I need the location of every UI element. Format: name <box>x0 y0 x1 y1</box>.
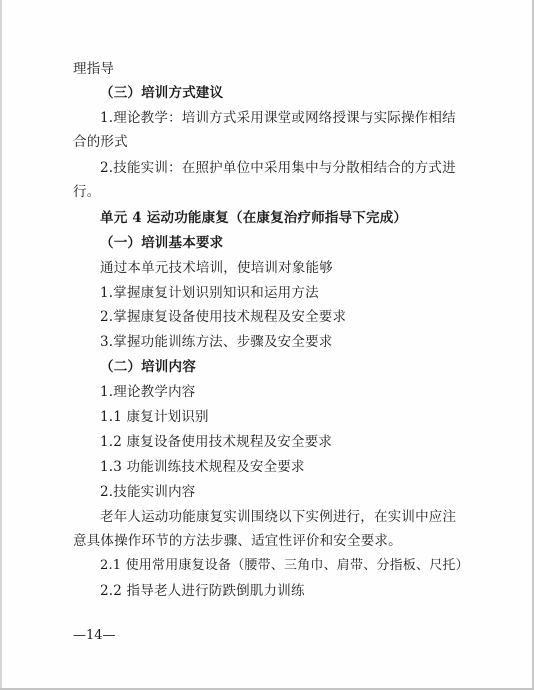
text-line: 2.掌握康复设备使用技术规程及安全要求 <box>100 309 347 325</box>
text-line: 1.1 康复计划识别 <box>100 409 209 425</box>
text-line: 2.1 使用常用康复设备（腰带、三角巾、肩带、分指板、尺托） <box>100 558 469 573</box>
section-heading: （二）培训内容 <box>100 359 196 375</box>
text-line: 1.3 功能训练技术规程及安全要求 <box>100 459 305 475</box>
text-line: 2.技能实训：在照护单位中采用集中与分散相结合的方式进 <box>100 160 456 176</box>
page-left-edge <box>0 0 2 690</box>
text-line: 1.2 康复设备使用技术规程及安全要求 <box>100 434 333 450</box>
section-heading: （一）培训基本要求 <box>100 235 224 251</box>
text-line: 通过本单元技术培训，使培训对象能够 <box>100 260 333 276</box>
unit-heading: 单元 4 运动功能康复（在康复治疗师指导下完成） <box>100 210 408 226</box>
text-line: 合的形式 <box>73 134 128 150</box>
text-line: 老年人运动功能康复实训围绕以下实例进行，在实训中应注 <box>100 509 457 525</box>
text-line: 1.理论教学内容 <box>100 384 196 400</box>
text-line: 行。 <box>73 184 101 200</box>
text-line: 1.掌握康复计划识别知识和运用方法 <box>100 285 319 301</box>
text-line: 2.技能实训内容 <box>100 484 196 500</box>
text-line: 意具体操作环节的方法步骤、适宜性评价和安全要求。 <box>73 533 402 549</box>
section-heading: （三）培训方式建议 <box>100 85 224 101</box>
text-line: 1.理论教学：培训方式采用课堂或网络授课与实际操作相结 <box>100 110 456 126</box>
text-line: 2.2 指导老人进行防跌倒肌力训练 <box>100 583 305 599</box>
text-line: 理指导 <box>73 61 115 77</box>
page-number: —14— <box>73 628 116 643</box>
text-line: 3.掌握功能训练方法、步骤及安全要求 <box>100 334 333 350</box>
